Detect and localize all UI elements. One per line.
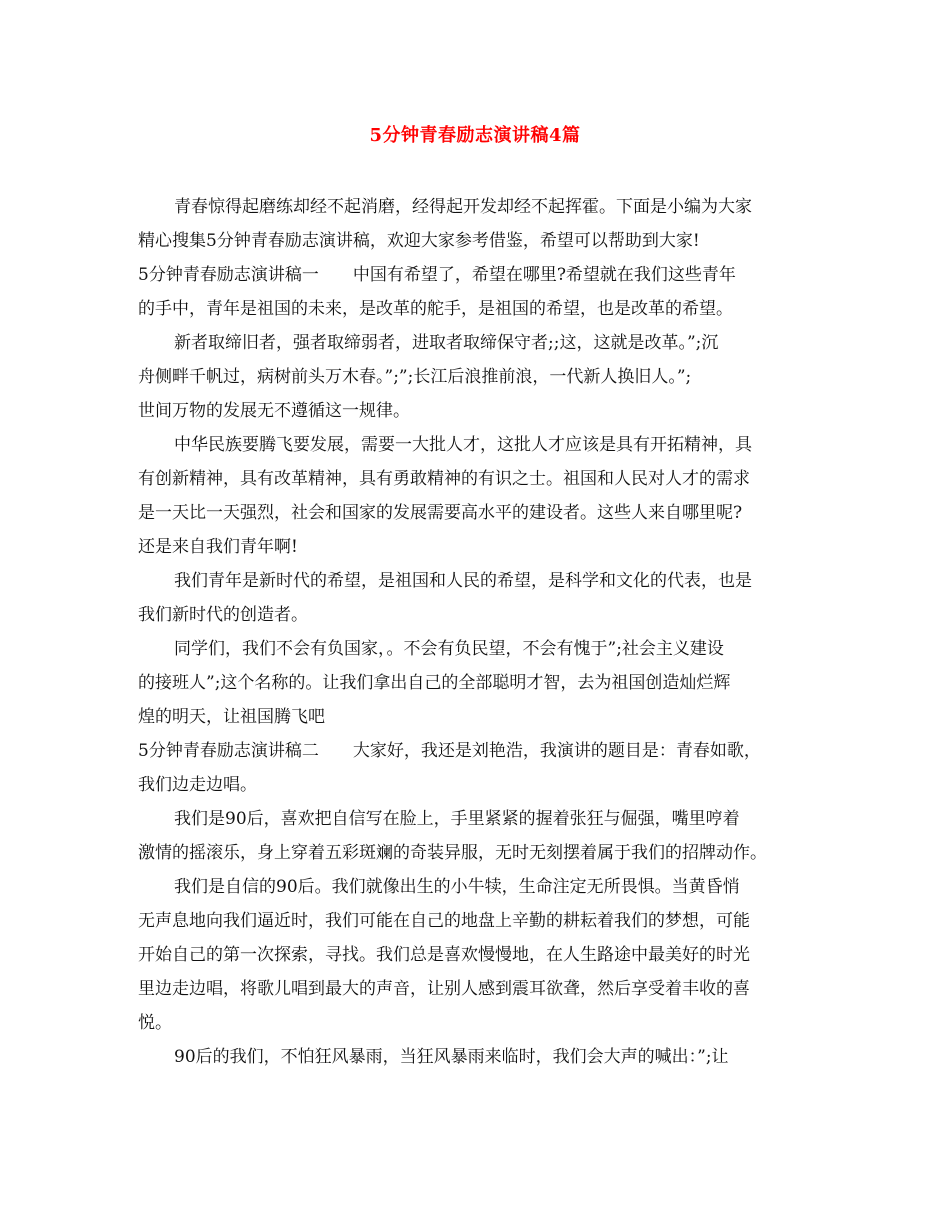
- text-line: 煌的明天，让祖国腾飞吧: [138, 707, 325, 727]
- text-line: 5分钟青春励志演讲稿二 大家好，我还是刘艳浩，我演讲的题目是：青春如歌，: [138, 741, 761, 761]
- text-line: 里边走边唱，将歌儿唱到最大的声音，让别人感到震耳欲聋，然后享受着丰收的喜: [138, 979, 750, 999]
- text-line: 开始自己的第一次探索，寻找。我们总是喜欢慢慢地，在人生路途中最美好的时光: [138, 945, 750, 965]
- text-line: 我们新时代的创造者。: [138, 605, 308, 625]
- text-line: 90后的我们，不怕狂风暴雨，当狂风暴雨来临时，我们会大声的喊出：”;让: [174, 1047, 729, 1067]
- document-title: 5分钟青春励志演讲稿4篇: [369, 125, 581, 146]
- text-line: 还是来自我们青年啊!: [138, 537, 298, 557]
- text-line: 激情的摇滚乐，身上穿着五彩斑斓的奇装异服，无时无刻摆着属于我们的招牌动作。: [138, 843, 767, 863]
- text-line: 我们青年是新时代的希望，是祖国和人民的希望，是科学和文化的代表，也是: [174, 571, 752, 591]
- text-line: 悦。: [138, 1013, 172, 1033]
- text-line: 我们是自信的90后。我们就像出生的小牛犊，生命注定无所畏惧。当黄昏悄: [174, 877, 740, 897]
- text-line: 世间万物的发展无不遵循这一规律。: [138, 401, 410, 421]
- text-line: 的手中，青年是祖国的未来，是改革的舵手，是祖国的希望，也是改革的希望。: [138, 299, 733, 319]
- text-line: 中华民族要腾飞要发展，需要一大批人才，这批人才应该是具有开拓精神，具: [174, 435, 752, 455]
- text-line: 无声息地向我们逼近时，我们可能在自己的地盘上辛勤的耕耘着我们的梦想，可能: [138, 911, 750, 931]
- text-line: 是一天比一天强烈，社会和国家的发展需要高水平的建设者。这些人来自哪里呢?: [138, 503, 743, 523]
- text-line: 舟侧畔千帆过，病树前头万木春。”;”;长江后浪推前浪，一代新人换旧人。”;: [138, 367, 692, 387]
- text-line: 的接班人”;这个名称的。让我们拿出自己的全部聪明才智，去为祖国创造灿烂辉: [138, 673, 731, 693]
- text-line: 我们边走边唱。: [138, 775, 257, 795]
- text-line: 有创新精神，具有改革精神，具有勇敢精神的有识之士。祖国和人民对人才的需求: [138, 469, 750, 489]
- text-line: 精心搜集5分钟青春励志演讲稿，欢迎大家参考借鉴，希望可以帮助到大家!: [138, 231, 700, 251]
- document-body: [138, 190, 814, 1074]
- text-line: 5分钟青春励志演讲稿一 中国有希望了，希望在哪里?希望就在我们这些青年: [138, 265, 736, 285]
- text-line: 我们是90后，喜欢把自信写在脸上，手里紧紧的握着张狂与倔强，嘴里哼着: [174, 809, 740, 829]
- text-line: 新者取缔旧者，强者取缔弱者，进取者取缔保守者;;这，这就是改革。”;沉: [174, 333, 719, 353]
- text-line: 青春惊得起磨练却经不起消磨，经得起开发却经不起挥霍。下面是小编为大家: [174, 197, 752, 217]
- text-line: 同学们，我们不会有负国家，。不会有负民望，不会有愧于”;社会主义建设: [174, 639, 724, 659]
